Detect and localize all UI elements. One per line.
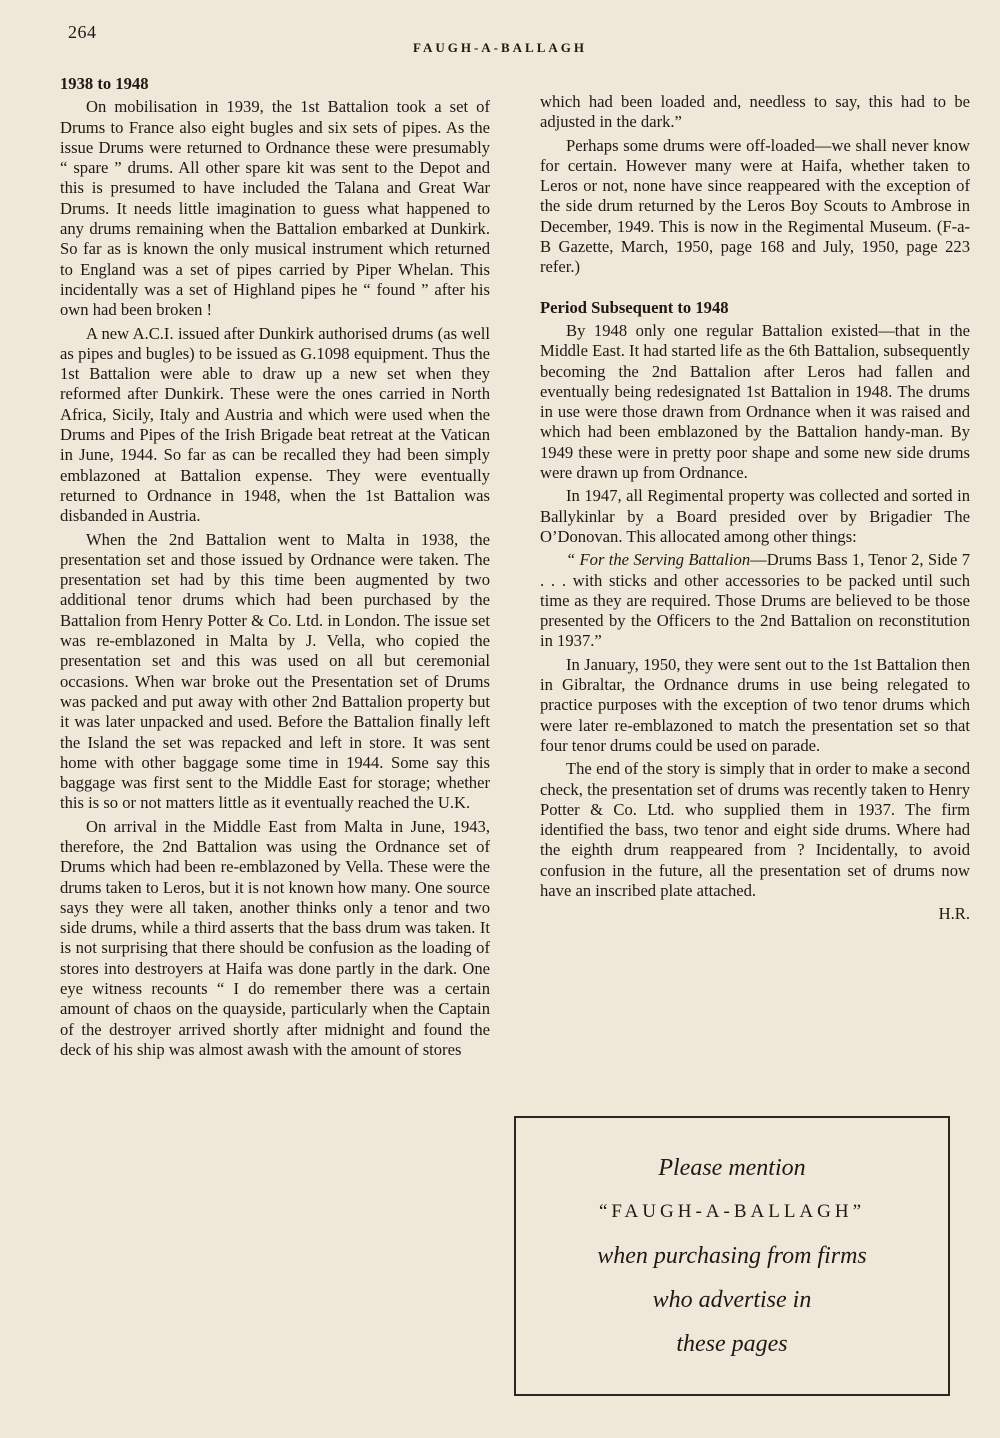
paragraph: By 1948 only one regular Battalion existed—that in the Middle East. It had started life as the 6th Battalion, subsequently becoming the 2nd Battalion after Leros had fallen and eventually being redesignated 1st Battalion in 1948. The drums in use were those drawn from Ordnance when it was raised and which had been emblazoned by the Battalion handy-man. By 1949 these were in pretty poor shape and some new side drums were drawn up from Ordnance. <box>540 320 970 483</box>
paragraph: Perhaps some drums were off-loaded—we shall never know for certain. However many were at Haifa, whether taken to Leros or not, none have since reappeared with the exception of the side drum returned by the Leros Boy Scouts to Ambrose in December, 1949. This is now in the Regimental Museum. (F-a-B Gazette, March, 1950, page 168 and July, 1950, page 223 refer.) <box>540 135 970 277</box>
running-title: FAUGH-A-BALLAGH <box>412 40 588 55</box>
section-heading-1938-1948: 1938 to 1948 <box>60 74 149 93</box>
paragraph: In January, 1950, they were sent out to the 1st Battalion then in Gibraltar, the Ordnance drums in use being relegated to practice purposes with the exception of two tenor drums which were later re-emblazoned to match the presentation set so that four tenor drums could be used on parade. <box>540 654 970 755</box>
paragraph: In 1947, all Regimental property was collected and sorted in Ballykinlar by a Board presided over by Brigadier The O’Donovan. This allocated among other things: <box>540 486 970 546</box>
advert-line-1: Please mention <box>658 1155 806 1181</box>
right-column <box>540 92 970 928</box>
advert-brand: “FAUGH-A-BALLAGH” <box>598 1201 866 1222</box>
continued-paragraph: which had been loaded and, needless to say, this had to be adjusted in the dark.” <box>540 92 970 132</box>
quote-text: —Drums Bass 1, Tenor 2, Side 7 . . . with sticks and other accessories to be packed until such time as they are required. Those Drums are believed to be those presented by the Officers to the 2nd Battalion on reconstitution in 1937.” <box>540 550 970 651</box>
paragraph: On arrival in the Middle East from Malta in June, 1943, therefore, the 2nd Battalion was using the Ordnance set of Drums which had been re-emblazoned by Vella. These were the drums taken to Leros, but it is not known how many. One source says they were all taken, another thinks only a tenor and two side drums, while a third asserts that the bass drum was taken. It is not surprising that there should be confusion as the loading of stores into destroyers at Haifa was done partly in the dark. One eye witness recounts “ I do remember there was a certain amount of chaos on the quayside, particularly when the Captain of the destroyer arrived shortly after midnight and found the deck of his ship was almost awash with the amount of stores <box>60 816 490 1059</box>
paragraph: The end of the story is simply that in order to make a second check, the presentation set of drums was recently taken to Henry Potter & Co. Ltd. who supplied them in 1937. The firm identified the bass, two tenor and eight side drums. Where had the eighth drum reappeared from ? Incidentally, to avoid confusion in the future, all the presentation set of drums now have an inscribed plate attached. <box>540 759 970 900</box>
page-number: 264 <box>68 22 97 42</box>
advert-line-2: when purchasing from firms <box>597 1243 867 1269</box>
section-heading-subsequent-1948: Period Subsequent to 1948 <box>540 297 729 317</box>
quote-lead: “ For the Serving Battalion <box>566 550 751 570</box>
author-signature: H.R. <box>938 904 970 924</box>
advert-line-3: who advertise in <box>652 1287 812 1313</box>
paragraph: A new A.C.I. issued after Dunkirk authorised drums (as well as pipes and bugles) to be issued as G.1098 equipment. Thus the 1st Battalion were able to draw up a new set when they reformed after Dunkirk. These were the ones carried in North Africa, Sicily, Italy and Austria and which were used when the Drums and Pipes of the Irish Brigade beat retreat at the Vatican in June, 1944. So far as can be recalled they had been simply emblazoned at Battalion expense. They were eventually returned to Ordnance in 1948, when the 1st Battalion was disbanded in Austria. <box>60 323 490 526</box>
advert-line-4: these pages <box>676 1331 788 1357</box>
paragraph: When the 2nd Battalion went to Malta in 1938, the presentation set and those issued by Ordnance were taken. The presentation set had by this time been augmented by two additional tenor drums which had been purchased by the Battalion from Henry Potter & Co. Ltd. in London. The issue set was re-emblazoned in Malta by J. Vella, who copied the presentation set and this was used on all but ceremonial occasions. When war broke out the Presentation set of Drums was packed and put away with other 2nd Battalion property but it was later unpacked and used. Before the Battalion finally left the Island the set was repacked and left in store. It was sent home with other baggage some time in 1944. Some say this baggage was first sent to the Middle East for storage; whether this is so or not matters little as it eventually reached the U.K. <box>60 529 490 813</box>
advertisement-box <box>514 1116 950 1396</box>
quoted-allocation <box>540 550 970 651</box>
paragraph: On mobilisation in 1939, the 1st Battalion took a set of Drums to France also eight bugles and six sets of pipes. As the issue Drums were returned to Ordnance these were presumably “ spare ” drums. All other spare kit was sent to the Depot and this is presumed to have included the Talana and Great War Drums. It needs little imagination to guess what happened to any drums remaining when the Battalion embarked at Dunkirk. So far as is known the only musical instrument which returned to England was a set of pipes carried by Piper Whelan. This incidentally was a set of Highland pipes he “ found ” after his own had been broken ! <box>60 97 490 320</box>
left-column <box>60 74 490 1063</box>
